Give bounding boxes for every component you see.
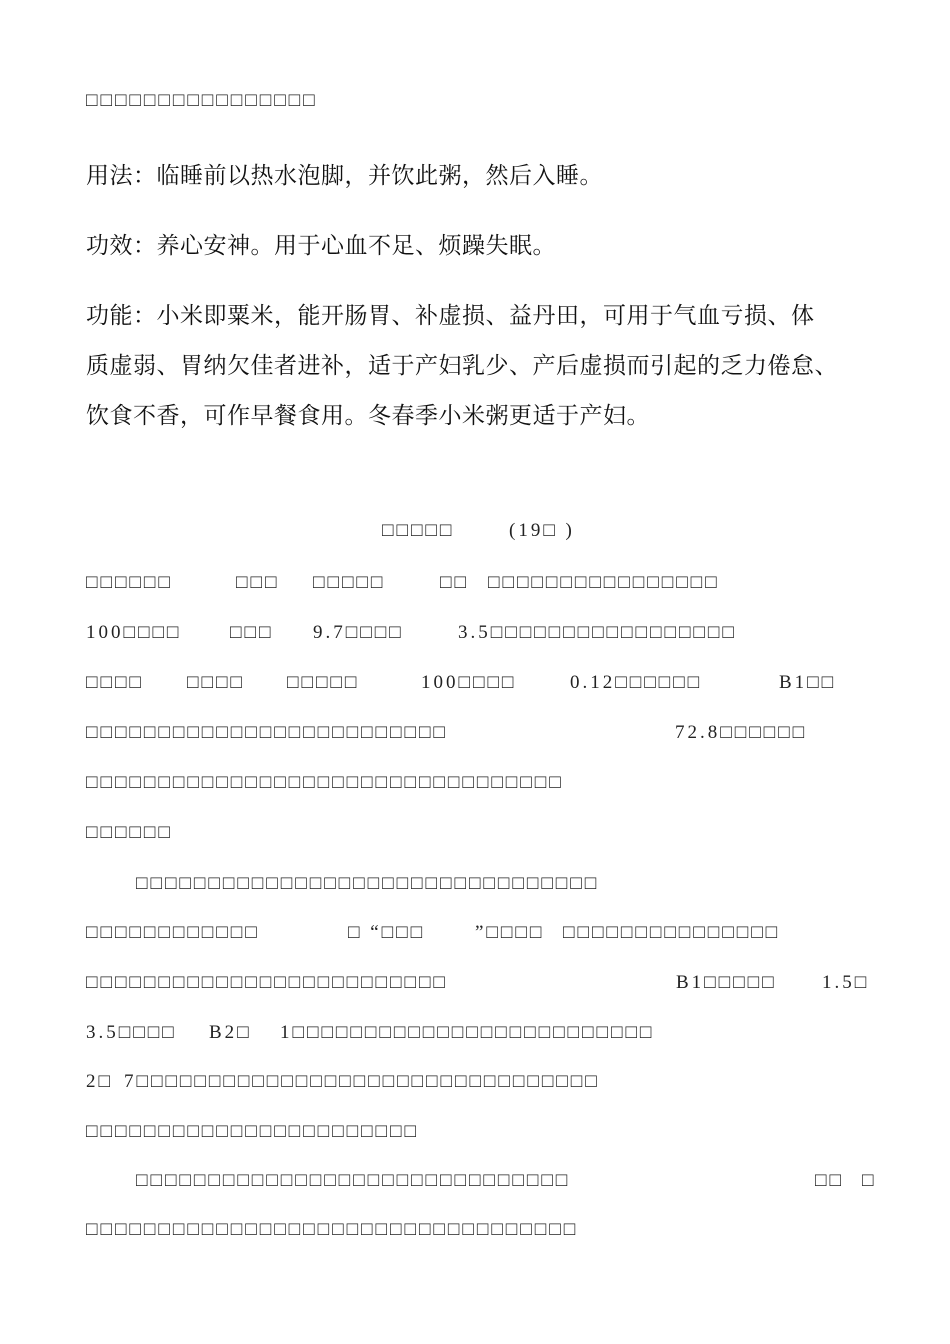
garbled-segment: □□□□□□□□□□□□□□□□□□□□□□□□□□□□□□ xyxy=(136,1170,571,1191)
garbled-segment: □□□□□□□□□□□□□□□□□□□□□□□□□□□□□□□□□□ xyxy=(86,1219,579,1240)
garbled-segment: □□□□□□□□□□□□□□□□ xyxy=(488,572,720,593)
garbled-segment: □□□□□□□□□□□□□□□□□□□□□□□□□□□□□□□□□ xyxy=(86,772,564,793)
usage-paragraph: 用法：临睡前以热水泡脚，并饮此粥，然后入睡。 xyxy=(86,163,603,189)
garbled-segment: ”□□□□ xyxy=(475,922,545,943)
garbled-segment: 3.5□□□□ xyxy=(86,1022,177,1043)
function-line-2: 质虚弱、胃纳欠佳者进补，适于产妇乳少、产后虚损而引起的乏力倦怠、 xyxy=(86,353,838,379)
garbled-segment: B1□□ xyxy=(779,672,837,693)
garbled-segment: B1□□□□□ xyxy=(676,972,777,993)
garbled-segment: 2□ xyxy=(86,1071,113,1092)
garbled-segment: □□□□□□□□□□□□□□□□□□□□□□□□□□□□□□□□ xyxy=(136,873,600,894)
function-line-3: 饮食不香，可作早餐食用。冬春季小米粥更适于产妇。 xyxy=(86,403,650,429)
section-heading-left: □□□□□ xyxy=(382,520,455,541)
garbled-segment: □□□□□ xyxy=(313,572,386,593)
garbled-line: □□□□□□□□□□□□□□□□ xyxy=(86,90,318,111)
garbled-segment: □□□□□□ xyxy=(86,822,173,843)
garbled-segment: □□ xyxy=(815,1170,844,1191)
garbled-segment: □ xyxy=(862,1170,877,1191)
effect-paragraph: 功效：养心安神。用于心血不足、烦躁失眠。 xyxy=(86,233,556,259)
garbled-segment: 0.12□□□□□□ xyxy=(570,672,703,693)
garbled-segment: 9.7□□□□ xyxy=(313,622,404,643)
garbled-segment: B2□ xyxy=(209,1022,252,1043)
garbled-segment: □□□□□□□□□□□□ xyxy=(86,922,260,943)
garbled-segment: □□ xyxy=(440,572,469,593)
function-line-1: 功能：小米即粟米，能开肠胃、补虚损、益丹田，可用于气血亏损、体 xyxy=(86,303,815,329)
garbled-segment: □□□□□□□□□□□□□□□□□□□□□□□□□ xyxy=(86,722,448,743)
garbled-segment: □□□□□□□□□□□□□□□ xyxy=(563,922,781,943)
garbled-segment: □□□□ xyxy=(86,672,144,693)
garbled-segment: 100□□□□ xyxy=(421,672,517,693)
garbled-segment: □□□ xyxy=(236,572,280,593)
section-heading-right: (19□ ) xyxy=(509,520,575,541)
garbled-segment: □□□ xyxy=(230,622,274,643)
garbled-segment: □□□□ xyxy=(187,672,245,693)
garbled-segment: □ “□□□ xyxy=(348,922,426,943)
garbled-segment: 100□□□□ xyxy=(86,622,182,643)
garbled-segment: □□□□□□□□□□□□□□□□□□□□□□□ xyxy=(86,1121,419,1142)
garbled-segment: 7□□□□□□□□□□□□□□□□□□□□□□□□□□□□□□□□ xyxy=(124,1071,600,1092)
garbled-segment: 1□□□□□□□□□□□□□□□□□□□□□□□□□ xyxy=(280,1022,655,1043)
garbled-segment: 1.5□ xyxy=(822,972,870,993)
garbled-segment: □□□□□□□□□□□□□□□□□□□□□□□□□ xyxy=(86,972,448,993)
garbled-segment: □□□□□ xyxy=(287,672,360,693)
garbled-segment: 72.8□□□□□□ xyxy=(675,722,808,743)
garbled-segment: 3.5□□□□□□□□□□□□□□□□□ xyxy=(458,622,737,643)
garbled-segment: □□□□□□ xyxy=(86,572,173,593)
